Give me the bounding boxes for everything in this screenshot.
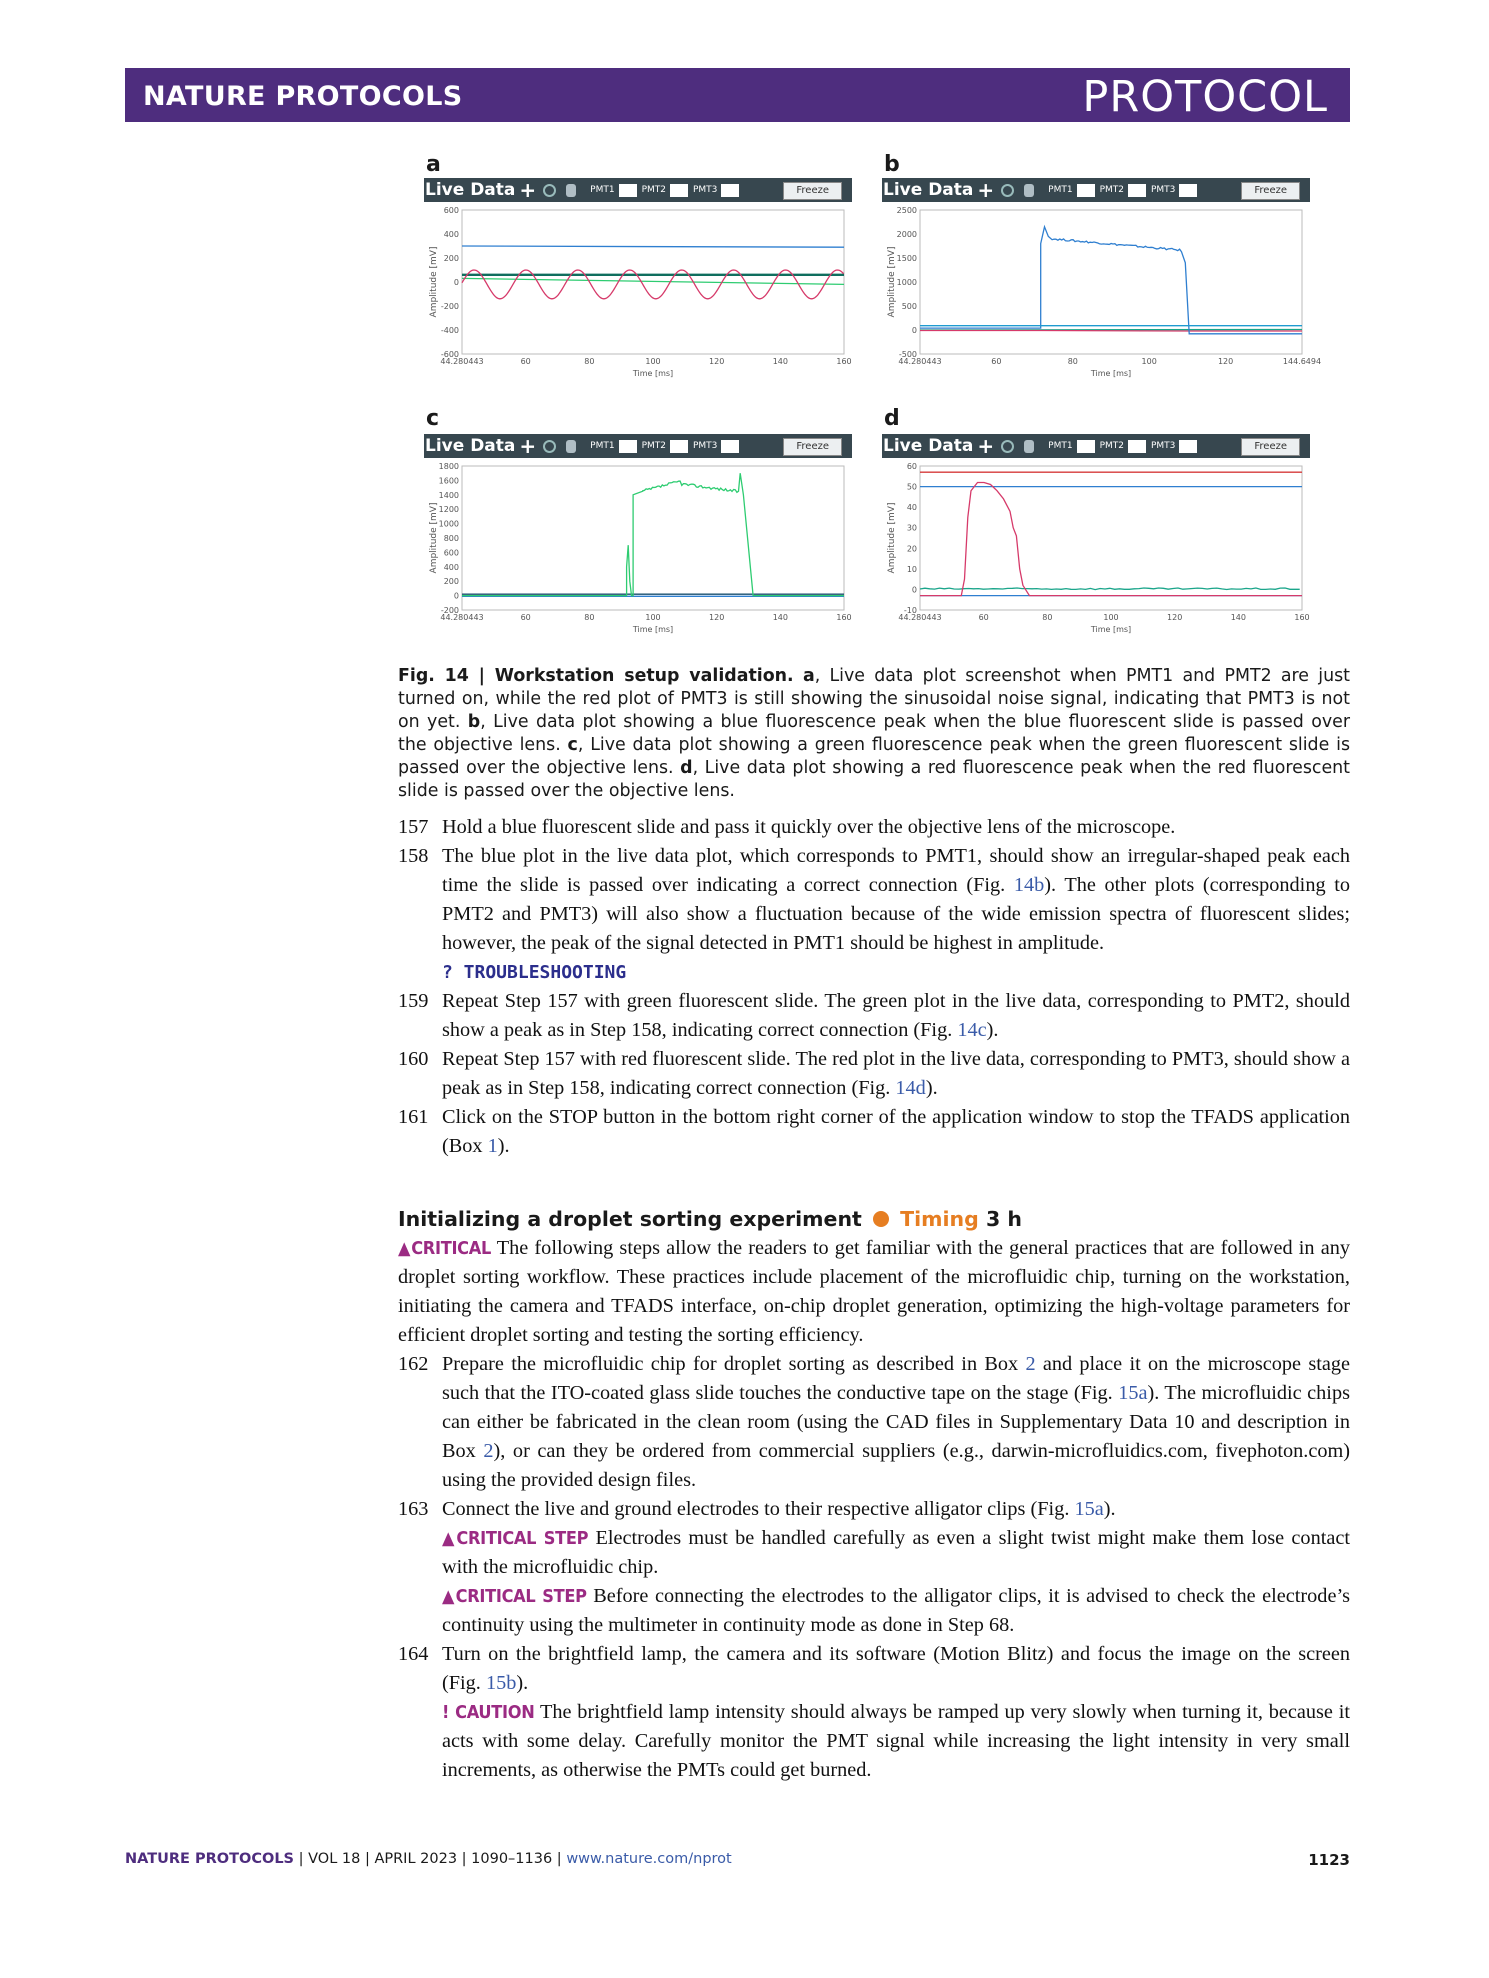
pmt3-toggle-icon[interactable] bbox=[1179, 184, 1197, 197]
step-number: 164 bbox=[398, 1643, 429, 1665]
add-plot-button[interactable]: + bbox=[519, 434, 537, 458]
y-tick-label: 1600 bbox=[438, 476, 459, 486]
pmt2-toggle-icon[interactable] bbox=[1128, 184, 1146, 197]
step-text: ). bbox=[986, 1019, 999, 1041]
x-tick-label: 80 bbox=[1067, 357, 1078, 366]
step-number: 158 bbox=[398, 845, 429, 867]
step-text: ). bbox=[925, 1077, 938, 1099]
step-158 bbox=[398, 842, 1350, 987]
step-159 bbox=[398, 987, 1350, 1045]
box-link[interactable]: 2 bbox=[1025, 1353, 1036, 1375]
x-tick-label: 44.280443 bbox=[898, 357, 942, 366]
step-text: Connect the live and ground electrodes to their respective alligator clips (Fig. bbox=[442, 1498, 1075, 1520]
journal-name: NATURE PROTOCOLS bbox=[143, 81, 463, 112]
fig-link[interactable]: 15b bbox=[485, 1672, 517, 1694]
step-text: Hold a blue fluorescent slide and pass it quickly over the objective lens of the microscope. bbox=[442, 816, 1176, 838]
pmt1-toggle-icon[interactable] bbox=[1077, 440, 1095, 453]
x-tick-label: 120 bbox=[709, 357, 725, 366]
pan-hand-icon[interactable] bbox=[1024, 184, 1034, 197]
caption-d: d bbox=[680, 758, 693, 778]
live-data-toolbar bbox=[424, 434, 852, 458]
live-data-title: Live Data bbox=[883, 436, 974, 456]
live-data-plot bbox=[882, 202, 1322, 382]
step-number: 157 bbox=[398, 816, 429, 838]
y-tick-label: 600 bbox=[443, 206, 459, 215]
y-tick-label: 20 bbox=[906, 544, 917, 554]
caption-c-text: , Live data plot showing a green fluorescence peak when the green fluorescent slide is passed over the objective lens. bbox=[398, 735, 1351, 778]
y-tick-label: 200 bbox=[443, 577, 459, 587]
step-text: ). The microfluidic chips can either be fabricated in the clean room (using the CAD files in Supplementary Data 10 and description in Box bbox=[442, 1382, 1350, 1462]
y-tick-label: 1200 bbox=[438, 505, 459, 515]
step-number: 163 bbox=[398, 1498, 429, 1520]
step-text: ), or can they be ordered from commercial suppliers (e.g., darwin-microfluidics.com, fivephoton.com) using the provided design files. bbox=[442, 1440, 1350, 1491]
x-tick-label: 60 bbox=[978, 613, 989, 622]
critical-label: ▲CRITICAL bbox=[398, 1238, 491, 1259]
live-data-toolbar bbox=[882, 178, 1310, 202]
add-plot-button[interactable]: + bbox=[977, 178, 995, 202]
x-tick-label: 60 bbox=[520, 357, 531, 366]
timing-clock-icon bbox=[873, 1211, 889, 1227]
live-data-panel-a bbox=[424, 178, 852, 382]
steps-157-161 bbox=[398, 813, 1350, 1161]
zoom-icon[interactable] bbox=[1001, 440, 1014, 453]
pan-hand-icon[interactable] bbox=[1024, 440, 1034, 453]
y-tick-label: 60 bbox=[906, 462, 917, 471]
live-data-plot bbox=[882, 458, 1310, 638]
x-tick-label: 160 bbox=[1294, 613, 1310, 622]
x-axis-label: Time [ms] bbox=[1090, 625, 1132, 634]
live-data-toolbar bbox=[424, 178, 852, 202]
step-text: Repeat Step 157 with red fluorescent slide. The red plot in the live data, corresponding to PMT3, should show a peak as in Step 158, indicating correct connection (Fig. bbox=[442, 1048, 1350, 1099]
x-tick-label: 60 bbox=[991, 357, 1002, 366]
y-tick-label: 2500 bbox=[896, 206, 917, 215]
page-number: 1123 bbox=[1308, 1851, 1350, 1869]
plot-area bbox=[920, 210, 1302, 354]
x-tick-label: 144.6494 bbox=[1282, 357, 1322, 366]
step-number: 161 bbox=[398, 1106, 429, 1128]
panel-label-c: c bbox=[426, 406, 440, 431]
pmt3-label: PMT3 bbox=[1150, 441, 1176, 451]
fig-link[interactable]: 14b bbox=[1013, 874, 1045, 896]
fig-link[interactable]: 15a bbox=[1074, 1498, 1104, 1520]
box-link[interactable]: 2 bbox=[483, 1440, 494, 1462]
pan-hand-icon[interactable] bbox=[566, 184, 576, 197]
live-data-title: Live Data bbox=[425, 180, 516, 200]
journal-header bbox=[125, 68, 1350, 122]
step-text: Repeat Step 157 with green fluorescent slide. The green plot in the live data, corresponding to PMT2, should show a peak as in Step 158, indicating correct connection (Fig. bbox=[442, 990, 1350, 1041]
y-tick-label: 50 bbox=[906, 482, 917, 492]
fig-link[interactable]: 14d bbox=[895, 1077, 926, 1099]
zoom-icon[interactable] bbox=[543, 440, 556, 453]
freeze-button[interactable]: Freeze bbox=[783, 182, 842, 200]
y-tick-label: -200 bbox=[440, 302, 459, 311]
pmt1-toggle-icon[interactable] bbox=[619, 184, 637, 197]
x-tick-label: 120 bbox=[709, 613, 725, 622]
live-data-title: Live Data bbox=[425, 436, 516, 456]
y-axis-label: Amplitude [mV] bbox=[429, 246, 439, 318]
x-tick-label: 120 bbox=[1167, 613, 1183, 622]
article-type: PROTOCOL bbox=[1082, 72, 1328, 122]
x-tick-label: 80 bbox=[1042, 613, 1053, 622]
y-tick-label: 0 bbox=[453, 278, 459, 287]
y-tick-label: 1000 bbox=[896, 278, 917, 287]
critical-step-label: ▲CRITICAL STEP bbox=[442, 1586, 587, 1607]
x-tick-label: 44.280443 bbox=[440, 613, 484, 622]
figure-caption bbox=[398, 665, 1350, 803]
box-link[interactable]: 1 bbox=[487, 1135, 498, 1157]
x-tick-label: 140 bbox=[1230, 613, 1246, 622]
step-text: Prepare the microfluidic chip for droplet sorting as described in Box bbox=[442, 1353, 1026, 1375]
footer-journal: NATURE PROTOCOLS bbox=[125, 1851, 295, 1867]
caption-b: b bbox=[467, 712, 481, 732]
footer-info: | VOL 18 | APRIL 2023 | 1090–1136 | bbox=[294, 1851, 567, 1867]
footer-url[interactable]: www.nature.com/nprot bbox=[566, 1851, 732, 1867]
y-tick-label: 400 bbox=[443, 230, 459, 239]
y-tick-label: 40 bbox=[906, 503, 917, 513]
pmt1-label: PMT1 bbox=[590, 441, 615, 451]
y-tick-label: -400 bbox=[440, 326, 459, 335]
pmt2-label: PMT2 bbox=[1099, 441, 1124, 451]
freeze-button[interactable]: Freeze bbox=[1241, 182, 1300, 200]
live-data-title: Live Data bbox=[883, 180, 974, 200]
y-tick-label: -10 bbox=[903, 606, 917, 615]
y-tick-label: -500 bbox=[898, 350, 917, 359]
y-tick-label: 500 bbox=[901, 302, 917, 311]
step-number: 162 bbox=[398, 1353, 429, 1375]
step-162 bbox=[398, 1350, 1350, 1495]
x-tick-label: 44.280443 bbox=[898, 613, 942, 622]
timing-duration: 3 h bbox=[985, 1207, 1022, 1231]
step-number: 160 bbox=[398, 1048, 429, 1070]
timing-label: Timing bbox=[900, 1207, 979, 1231]
x-tick-label: 44.280443 bbox=[440, 357, 484, 366]
pmt2-label: PMT2 bbox=[641, 441, 666, 451]
live-data-panel-c bbox=[424, 434, 852, 638]
step-text: and place it on the microscope stage such that the ITO-coated glass slide touches the conductive tape on the stage (Fig. bbox=[442, 1353, 1350, 1404]
x-tick-label: 60 bbox=[520, 613, 531, 622]
panel-label-d: d bbox=[884, 406, 900, 431]
pmt2-toggle-icon[interactable] bbox=[670, 184, 688, 197]
caption-a: a bbox=[802, 666, 815, 686]
steps-162-164 bbox=[398, 1234, 1350, 1785]
pmt3-toggle-icon[interactable] bbox=[1179, 440, 1197, 453]
pmt1-label: PMT1 bbox=[1048, 441, 1073, 451]
footer bbox=[125, 1851, 732, 1867]
pan-hand-icon[interactable] bbox=[566, 440, 576, 453]
y-tick-label: 30 bbox=[906, 523, 917, 533]
y-tick-label: 800 bbox=[443, 534, 459, 543]
live-data-plot bbox=[424, 458, 852, 638]
fig-link[interactable]: 15a bbox=[1118, 1382, 1148, 1404]
add-plot-button[interactable]: + bbox=[519, 178, 537, 202]
critical-step-text: Electrodes must be handled carefully as even a slight twist might make them lose contact with the microfluidic chip. bbox=[442, 1527, 1350, 1578]
x-tick-label: 80 bbox=[584, 357, 595, 366]
step-text: ). bbox=[516, 1672, 529, 1694]
caution-label: ! CAUTION bbox=[442, 1702, 535, 1723]
freeze-button[interactable]: Freeze bbox=[783, 438, 842, 456]
x-tick-label: 100 bbox=[645, 613, 661, 622]
live-data-panel-b bbox=[882, 178, 1322, 382]
step-text: ). bbox=[497, 1135, 510, 1157]
step-text: ). The other plots (corresponding to PMT2 and PMT3) will also show a fluctuation because of the wide emission spectra of fluorescent slides; however, the peak of the signal detected in PMT1 should be highest in amplitude. bbox=[442, 874, 1350, 954]
y-tick-label: 400 bbox=[443, 562, 459, 572]
caption-d-text: , Live data plot showing a red fluorescence peak when the red fluorescent slide is passed over the objective lens. bbox=[398, 758, 1350, 801]
pmt3-series bbox=[920, 331, 1302, 332]
y-tick-label: -200 bbox=[440, 606, 459, 615]
x-tick-label: 100 bbox=[1141, 357, 1157, 366]
step-text: The blue plot in the live data plot, which corresponds to PMT1, should show an irregular-shaped peak each time the slide is passed over indicating a correct connection (Fig. bbox=[442, 845, 1350, 896]
zoom-icon[interactable] bbox=[1001, 184, 1014, 197]
y-tick-label: 10 bbox=[906, 564, 917, 574]
x-tick-label: 160 bbox=[836, 357, 852, 366]
live-data-panel-d bbox=[882, 434, 1310, 638]
caption-lead: Fig. 14 | Workstation setup validation. bbox=[398, 666, 794, 686]
pmt2-label: PMT2 bbox=[1099, 185, 1124, 195]
pmt3-label: PMT3 bbox=[692, 185, 718, 195]
y-axis-label: Amplitude [mV] bbox=[429, 502, 439, 574]
y-axis-label: Amplitude [mV] bbox=[887, 502, 897, 574]
section-heading bbox=[398, 1207, 1022, 1231]
pmt3-toggle-icon[interactable] bbox=[721, 440, 739, 453]
x-tick-label: 120 bbox=[1217, 357, 1234, 366]
y-tick-label: 1400 bbox=[438, 490, 459, 500]
caption-a-text: , Live data plot screenshot when PMT1 and PMT2 are just turned on, while the red plot of PMT3 is still showing the sinusoidal noise signal, indicating that PMT3 is not on yet. bbox=[398, 666, 1350, 732]
caption-b-text: , Live data plot showing a blue fluorescence peak when the blue fluorescent slide is passed over the objective lens. bbox=[398, 712, 1350, 755]
pmt2-toggle-icon[interactable] bbox=[670, 440, 688, 453]
y-tick-label: 2000 bbox=[896, 230, 917, 239]
y-tick-label: 1000 bbox=[438, 519, 459, 529]
caption-c: c bbox=[567, 735, 578, 755]
y-tick-label: 1500 bbox=[896, 254, 917, 263]
pmt3-label: PMT3 bbox=[1150, 185, 1176, 195]
x-axis-label: Time [ms] bbox=[632, 625, 674, 634]
troubleshooting-link[interactable]: ? TROUBLESHOOTING bbox=[442, 962, 627, 983]
y-tick-label: 1800 bbox=[438, 462, 459, 471]
x-tick-label: 160 bbox=[836, 613, 852, 622]
section-title: Initializing a droplet sorting experiment bbox=[398, 1207, 862, 1231]
y-tick-label: 600 bbox=[443, 548, 459, 558]
panel-label-a: a bbox=[426, 152, 441, 177]
pmt3-label: PMT3 bbox=[692, 441, 718, 451]
step-text: Turn on the brightfield lamp, the camera and its software (Motion Blitz) and focus the image on the screen (Fig. bbox=[442, 1643, 1350, 1694]
zoom-icon[interactable] bbox=[543, 184, 556, 197]
y-tick-label: 0 bbox=[911, 585, 917, 595]
x-tick-label: 140 bbox=[772, 357, 788, 366]
live-data-toolbar bbox=[882, 434, 1310, 458]
x-tick-label: 140 bbox=[772, 613, 788, 622]
panel-label-b: b bbox=[884, 152, 900, 177]
step-text: ). bbox=[1103, 1498, 1116, 1520]
x-tick-label: 80 bbox=[584, 613, 595, 622]
live-data-plot bbox=[424, 202, 852, 382]
step-157 bbox=[398, 813, 1350, 842]
pmt2-label: PMT2 bbox=[641, 185, 666, 195]
y-tick-label: -600 bbox=[440, 350, 459, 359]
add-plot-button[interactable]: + bbox=[977, 434, 995, 458]
step-text: Click on the STOP button in the bottom right corner of the application window to stop the TFADS application (Box bbox=[442, 1106, 1350, 1157]
x-axis-label: Time [ms] bbox=[632, 369, 674, 378]
step-164 bbox=[398, 1640, 1350, 1785]
critical-note bbox=[398, 1234, 1350, 1350]
y-axis-label: Amplitude [mV] bbox=[887, 246, 897, 318]
critical-step-text: Before connecting the electrodes to the alligator clips, it is advised to check the electrode’s continuity using the multimeter in continuity mode as done in Step 68. bbox=[442, 1585, 1350, 1636]
pmt3-toggle-icon[interactable] bbox=[721, 184, 739, 197]
critical-text: The following steps allow the readers to get familiar with the general practices that are followed in any droplet sorting workflow. These practices include placement of the microfluidic chip, turning on the workstation, initiating the camera and TFADS interface, on-chip droplet generation, optimizing the high-voltage parameters for efficient droplet sorting and testing the sorting efficiency. bbox=[398, 1237, 1350, 1346]
step-160 bbox=[398, 1045, 1350, 1103]
pmt1-toggle-icon[interactable] bbox=[1077, 184, 1095, 197]
step-number: 159 bbox=[398, 990, 429, 1012]
pmt1-toggle-icon[interactable] bbox=[619, 440, 637, 453]
x-tick-label: 100 bbox=[1103, 613, 1119, 622]
step-161 bbox=[398, 1103, 1350, 1161]
critical-step-label: ▲CRITICAL STEP bbox=[442, 1528, 589, 1549]
y-tick-label: 0 bbox=[453, 591, 459, 601]
y-tick-label: 0 bbox=[911, 326, 917, 335]
x-axis-label: Time [ms] bbox=[1090, 369, 1132, 378]
fig-link[interactable]: 14c bbox=[957, 1019, 987, 1041]
y-tick-label: 200 bbox=[443, 254, 459, 263]
step-163 bbox=[398, 1495, 1350, 1640]
freeze-button[interactable]: Freeze bbox=[1241, 438, 1300, 456]
pmt1-label: PMT1 bbox=[590, 185, 615, 195]
pmt2-toggle-icon[interactable] bbox=[1128, 440, 1146, 453]
caution-text: The brightfield lamp intensity should always be ramped up very slowly when turning it, because it acts with some delay. Carefully monitor the PMT signal while increasing the light intensity in very small increments, as otherwise the PMTs could get burned. bbox=[442, 1701, 1351, 1781]
x-tick-label: 100 bbox=[645, 357, 661, 366]
pmt1-label: PMT1 bbox=[1048, 185, 1073, 195]
